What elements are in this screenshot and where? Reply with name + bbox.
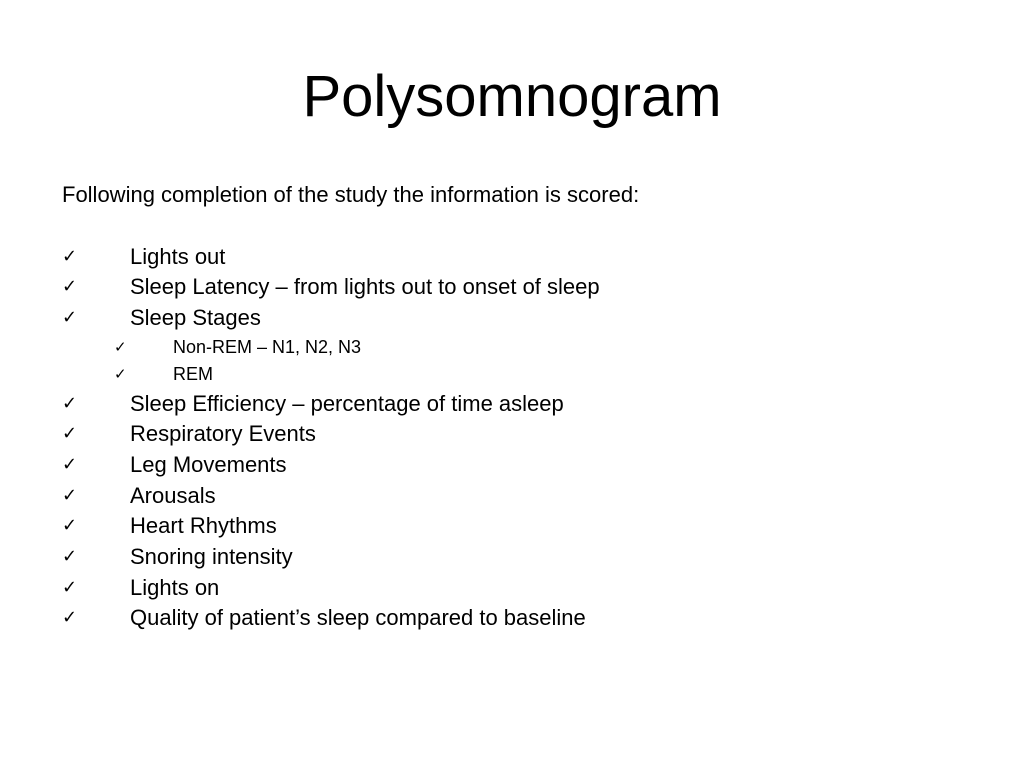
checkmark-icon: ✓ <box>62 515 78 536</box>
list-item-label: Heart Rhythms <box>130 513 277 538</box>
list-item-label: Arousals <box>130 483 216 508</box>
list-item-label: Snoring intensity <box>130 544 293 569</box>
checkmark-icon: ✓ <box>62 607 78 628</box>
list-item-label: REM <box>173 364 213 384</box>
list-item-label: Leg Movements <box>130 452 287 477</box>
intro-text: Following completion of the study the information is scored: <box>62 182 640 207</box>
list-item-label: Sleep Stages <box>130 305 261 330</box>
checkmark-icon: ✓ <box>62 546 78 567</box>
checkmark-icon: ✓ <box>114 365 127 383</box>
slide-title: Polysomnogram <box>302 64 722 129</box>
list-item-label: Sleep Latency – from lights out to onset of sleep <box>130 274 600 299</box>
list-item-label: Non-REM – N1, N2, N3 <box>173 337 362 357</box>
checkmark-icon: ✓ <box>62 454 78 475</box>
list-item-label: Quality of patient’s sleep compared to baseline <box>130 605 586 630</box>
checkmark-icon: ✓ <box>62 485 78 506</box>
checkmark-icon: ✓ <box>62 307 78 328</box>
checkmark-icon: ✓ <box>62 276 78 297</box>
checkmark-icon: ✓ <box>62 393 78 414</box>
list-item-label: Sleep Efficiency – percentage of time asleep <box>130 391 564 416</box>
checkmark-icon: ✓ <box>62 423 78 444</box>
list-item-label: Lights on <box>130 575 220 600</box>
checkmark-icon: ✓ <box>62 246 78 267</box>
checkmark-icon: ✓ <box>62 577 78 598</box>
list-item-label: Respiratory Events <box>130 421 316 446</box>
checkmark-icon: ✓ <box>114 338 127 356</box>
list-item-label: Lights out <box>130 244 226 269</box>
